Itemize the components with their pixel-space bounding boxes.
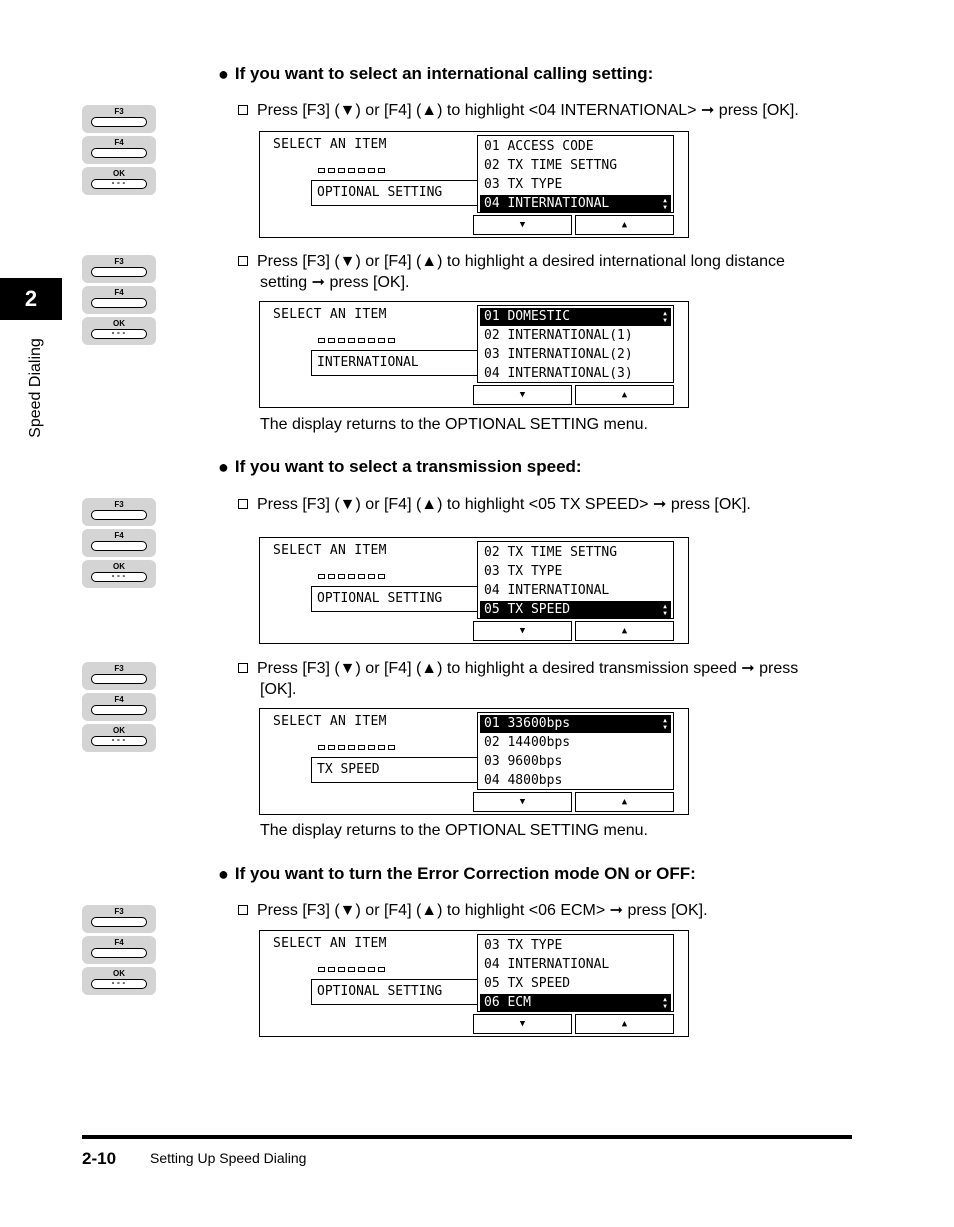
f4-key[interactable] — [82, 286, 156, 314]
lcd-screen — [259, 301, 689, 408]
list-item[interactable]: 04 INTERNATIONAL — [484, 583, 610, 598]
list-item[interactable]: 02 INTERNATIONAL(1) — [484, 328, 633, 343]
f4-key[interactable] — [82, 136, 156, 164]
ok-key[interactable] — [82, 967, 156, 995]
screen-title: SELECT AN ITEM — [273, 137, 387, 152]
dash-indicator — [318, 967, 385, 975]
down-button[interactable] — [473, 621, 572, 641]
screen-field: TX SPEED — [311, 757, 483, 783]
section-heading — [218, 64, 653, 84]
key-button-icon — [91, 148, 147, 158]
key-dots: ∘∘∘ — [110, 737, 128, 744]
up-button[interactable] — [575, 621, 674, 641]
screen-title: SELECT AN ITEM — [273, 936, 387, 951]
dash-indicator — [318, 745, 395, 753]
up-arrow-icon: ▲ — [621, 390, 628, 400]
key-label: F3 — [114, 664, 124, 673]
footer-title: Setting Up Speed Dialing — [150, 1150, 307, 1166]
bullet-icon: ● — [218, 457, 229, 477]
list-item[interactable]: 02 TX TIME SETTNG — [484, 158, 618, 173]
ok-key[interactable] — [82, 724, 156, 752]
chapter-tab: 2 — [0, 278, 62, 320]
screen-title: SELECT AN ITEM — [273, 307, 387, 322]
scroll-arrows-icon: ▲ ▼ — [663, 996, 667, 1010]
key-label: OK — [113, 726, 125, 735]
up-arrow-icon: ▲ — [621, 797, 628, 807]
up-button[interactable] — [575, 385, 674, 405]
key-group — [82, 255, 156, 348]
ok-key[interactable] — [82, 560, 156, 588]
down-arrow-icon: ▼ — [519, 220, 526, 230]
down-button[interactable] — [473, 792, 572, 812]
screen-title: SELECT AN ITEM — [273, 543, 387, 558]
key-label: F4 — [114, 288, 124, 297]
down-arrow-icon: ▼ — [519, 1019, 526, 1029]
f4-key[interactable] — [82, 693, 156, 721]
lcd-screen — [259, 131, 689, 238]
screen-field: INTERNATIONAL — [311, 350, 483, 376]
checkbox-icon — [238, 256, 248, 266]
up-arrow-icon: ▲ — [621, 626, 628, 636]
down-arrow-icon: ▼ — [519, 390, 526, 400]
note-text: The display returns to the OPTIONAL SETTING menu. — [260, 822, 648, 839]
list-item[interactable]: 03 TX TYPE — [484, 564, 563, 579]
list-item[interactable]: 04 INTERNATIONAL(3) — [484, 366, 633, 381]
footer-rule — [82, 1135, 852, 1139]
key-dots: ∘∘∘ — [110, 573, 128, 580]
bullet-icon: ● — [218, 864, 229, 884]
checkbox-icon — [238, 905, 248, 915]
list-item-label: 01 DOMESTIC — [484, 309, 571, 324]
list-item[interactable]: 02 TX TIME SETTNG — [484, 545, 618, 560]
dash-indicator — [318, 168, 385, 176]
down-arrow-icon: ▼ — [519, 626, 526, 636]
step-text: Press [F3] (▼) or [F4] (▲) to highlight <05 TX SPEED> ➞ press [OK]. — [257, 496, 751, 513]
list-item[interactable]: 03 TX TYPE — [484, 177, 563, 192]
up-arrow-icon: ▲ — [621, 220, 628, 230]
list-item[interactable]: 05 TX SPEED — [484, 976, 571, 991]
key-label: OK — [113, 562, 125, 571]
note-text: The display returns to the OPTIONAL SETTING menu. — [260, 416, 648, 433]
key-label: F4 — [114, 695, 124, 704]
list-item[interactable]: 03 TX TYPE — [484, 938, 563, 953]
scroll-arrows-icon: ▲ ▼ — [663, 197, 667, 211]
lcd-screen — [259, 708, 689, 815]
list-item-highlighted[interactable] — [480, 715, 671, 733]
f3-key[interactable] — [82, 105, 156, 133]
lcd-screen — [259, 930, 689, 1037]
key-button-icon — [91, 705, 147, 715]
key-dots: ∘∘∘ — [110, 330, 128, 337]
list-item-label: 01 33600bps — [484, 716, 571, 731]
list-item-highlighted[interactable] — [480, 601, 671, 619]
down-button[interactable] — [473, 1014, 572, 1034]
key-button-icon — [91, 510, 147, 520]
item-list — [477, 135, 674, 213]
f4-key[interactable] — [82, 529, 156, 557]
key-label: F4 — [114, 138, 124, 147]
key-label: F3 — [114, 500, 124, 509]
section-heading — [218, 864, 696, 884]
step-text-continued: [OK]. — [260, 681, 297, 698]
item-list — [477, 305, 674, 383]
key-button-icon — [91, 948, 147, 958]
list-item[interactable]: 03 9600bps — [484, 754, 563, 769]
key-label: F3 — [114, 257, 124, 266]
heading-text: If you want to turn the Error Correction mode ON or OFF: — [234, 864, 696, 883]
key-button-icon — [91, 298, 147, 308]
scroll-arrows-icon: ▲ ▼ — [663, 310, 667, 324]
list-item-label: 04 INTERNATIONAL — [484, 196, 610, 211]
list-item[interactable]: 03 INTERNATIONAL(2) — [484, 347, 633, 362]
key-label: F3 — [114, 107, 124, 116]
list-item[interactable]: 04 INTERNATIONAL — [484, 957, 610, 972]
list-item-label: 06 ECM — [484, 995, 531, 1010]
key-group — [82, 662, 156, 755]
key-button-icon — [91, 674, 147, 684]
step-text: Press [F3] (▼) or [F4] (▲) to highlight a desired transmission speed ➞ press — [257, 660, 799, 677]
f3-key[interactable] — [82, 255, 156, 283]
step-text: Press [F3] (▼) or [F4] (▲) to highlight a desired international long distance — [257, 253, 785, 270]
list-item-highlighted[interactable] — [480, 195, 671, 213]
checkbox-icon — [238, 663, 248, 673]
heading-text: If you want to select an international calling setting: — [234, 64, 654, 83]
chapter-title: Speed Dialing — [27, 338, 44, 438]
f4-key[interactable] — [82, 936, 156, 964]
dash-indicator — [318, 338, 395, 346]
key-button-icon — [91, 541, 147, 551]
screen-field: OPTIONAL SETTING — [311, 586, 483, 612]
key-group — [82, 498, 156, 591]
list-item[interactable]: 02 14400bps — [484, 735, 571, 750]
key-button-icon — [91, 117, 147, 127]
step-text: Press [F3] (▼) or [F4] (▲) to highlight <04 INTERNATIONAL> ➞ press [OK]. — [257, 102, 799, 119]
item-list — [477, 934, 674, 1012]
f3-key[interactable] — [82, 905, 156, 933]
up-button[interactable] — [575, 215, 674, 235]
item-list — [477, 541, 674, 619]
key-label: F4 — [114, 938, 124, 947]
up-button[interactable] — [575, 1014, 674, 1034]
lcd-screen — [259, 537, 689, 644]
key-button-icon — [91, 917, 147, 927]
up-button[interactable] — [575, 792, 674, 812]
scroll-arrows-icon: ▲ ▼ — [663, 603, 667, 617]
screen-field: OPTIONAL SETTING — [311, 180, 483, 206]
scroll-arrows-icon: ▲ ▼ — [663, 717, 667, 731]
ok-key[interactable] — [82, 167, 156, 195]
screen-field: OPTIONAL SETTING — [311, 979, 483, 1005]
f3-key[interactable] — [82, 498, 156, 526]
checkbox-icon — [238, 499, 248, 509]
step-text: Press [F3] (▼) or [F4] (▲) to highlight <06 ECM> ➞ press [OK]. — [257, 902, 708, 919]
dash-indicator — [318, 574, 385, 582]
list-item[interactable]: 04 4800bps — [484, 773, 563, 788]
step — [238, 658, 838, 700]
bullet-icon: ● — [218, 64, 229, 84]
step — [238, 494, 838, 515]
key-group — [82, 905, 156, 998]
list-item-label: 05 TX SPEED — [484, 602, 571, 617]
down-button[interactable] — [473, 385, 572, 405]
ok-key[interactable] — [82, 317, 156, 345]
list-item-highlighted[interactable] — [480, 994, 671, 1012]
key-group — [82, 105, 156, 198]
step-text-continued: setting ➞ press [OK]. — [260, 274, 410, 291]
key-label: OK — [113, 319, 125, 328]
checkbox-icon — [238, 105, 248, 115]
down-button[interactable] — [473, 215, 572, 235]
step — [238, 900, 838, 921]
heading-text: If you want to select a transmission speed: — [234, 457, 582, 476]
key-dots: ∘∘∘ — [110, 180, 128, 187]
up-arrow-icon: ▲ — [621, 1019, 628, 1029]
down-arrow-icon: ▼ — [519, 797, 526, 807]
key-button-icon — [91, 267, 147, 277]
step — [238, 251, 838, 293]
list-item[interactable]: 01 ACCESS CODE — [484, 139, 594, 154]
key-label: F3 — [114, 907, 124, 916]
page-number: 2-10 — [82, 1149, 117, 1168]
step — [238, 100, 838, 121]
list-item-highlighted[interactable] — [480, 308, 671, 326]
key-label: F4 — [114, 531, 124, 540]
screen-title: SELECT AN ITEM — [273, 714, 387, 729]
key-dots: ∘∘∘ — [110, 980, 128, 987]
key-label: OK — [113, 169, 125, 178]
item-list — [477, 712, 674, 790]
section-heading — [218, 457, 582, 477]
f3-key[interactable] — [82, 662, 156, 690]
key-label: OK — [113, 969, 125, 978]
